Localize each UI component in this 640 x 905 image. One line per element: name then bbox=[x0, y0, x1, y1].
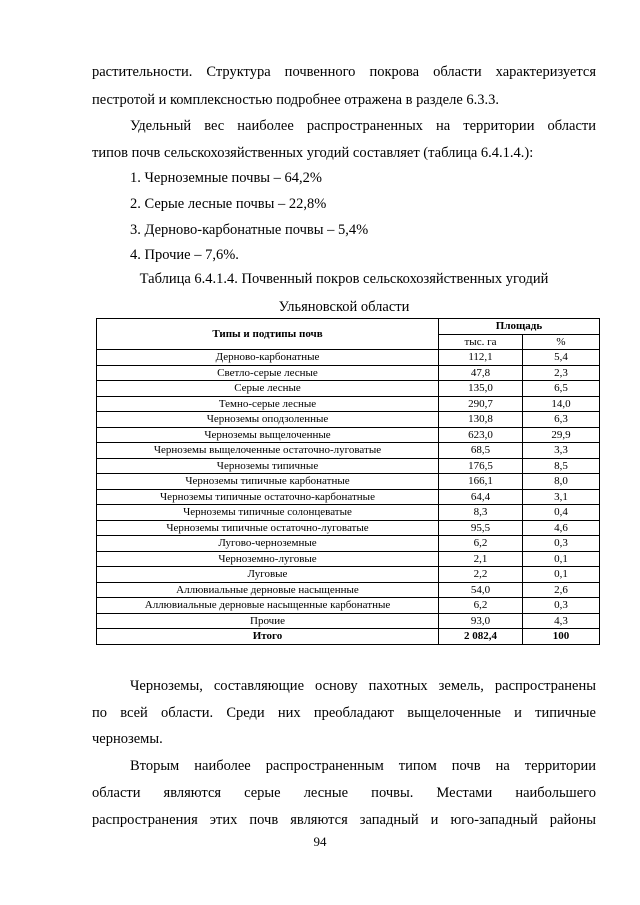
soil-name-cell: Черноземно-луговые bbox=[97, 551, 439, 567]
area-percent-cell: 5,4 bbox=[523, 350, 600, 366]
list-item: 1. Черноземные почвы – 64,2% bbox=[130, 170, 322, 186]
paragraph-line: области являются серые лесные почвы. Местами наибольшего bbox=[92, 785, 596, 801]
page-number: 94 bbox=[313, 834, 327, 849]
soil-name-cell: Аллювиальные дерновые насыщенные bbox=[97, 582, 439, 598]
table-row bbox=[97, 489, 600, 505]
area-percent-cell: 0,4 bbox=[523, 505, 600, 521]
paragraph-line: распространения этих почв являются западный и юго-западный районы bbox=[92, 812, 596, 828]
soil-name-cell: Черноземы типичные карбонатные bbox=[97, 474, 439, 490]
soil-name-cell: Черноземы типичные солонцеватые bbox=[97, 505, 439, 521]
soil-name-cell: Черноземы типичные bbox=[97, 458, 439, 474]
table-row bbox=[97, 536, 600, 552]
list-item: 3. Дерново-карбонатные почвы – 5,4% bbox=[130, 222, 369, 238]
area-percent-cell: 8,5 bbox=[523, 458, 600, 474]
soil-name-cell: Серые лесные bbox=[97, 381, 439, 397]
soil-name-cell: Черноземы оподзоленные bbox=[97, 412, 439, 428]
area-percent-cell: 0,3 bbox=[523, 536, 600, 552]
area-percent-cell: 0,1 bbox=[523, 567, 600, 583]
soil-name-cell: Черноземы типичные остаточно-луговатые bbox=[97, 520, 439, 536]
table-row bbox=[97, 381, 600, 397]
paragraph-line: Черноземы, составляющие основу пахотных земель, распространены bbox=[130, 678, 596, 694]
area-ha-cell: 68,5 bbox=[439, 443, 523, 459]
area-percent-cell: 14,0 bbox=[523, 396, 600, 412]
area-ha-cell: 47,8 bbox=[439, 365, 523, 381]
table-row bbox=[97, 520, 600, 536]
area-percent-cell: 8,0 bbox=[523, 474, 600, 490]
paragraph-line: Вторым наиболее распространенным типом почв на территории bbox=[130, 758, 596, 774]
paragraph-line: черноземы. bbox=[92, 731, 163, 747]
area-ha-cell: 64,4 bbox=[439, 489, 523, 505]
area-percent-cell: 0,1 bbox=[523, 551, 600, 567]
area-percent-cell: 6,5 bbox=[523, 381, 600, 397]
table-row bbox=[97, 427, 600, 443]
paragraph-line: пестротой и комплексностью подробнее отражена в разделе 6.3.3. bbox=[92, 92, 500, 108]
area-percent-cell: 29,9 bbox=[523, 427, 600, 443]
table-row bbox=[97, 443, 600, 459]
soil-table bbox=[96, 318, 600, 645]
area-percent-cell: 4,6 bbox=[523, 520, 600, 536]
table-row bbox=[97, 582, 600, 598]
soil-name-cell: Светло-серые лесные bbox=[97, 365, 439, 381]
table-row bbox=[97, 396, 600, 412]
soil-name-cell: Аллювиальные дерновые насыщенные карбонатные bbox=[97, 598, 439, 614]
table-row bbox=[97, 365, 600, 381]
soil-name-cell: Темно-серые лесные bbox=[97, 396, 439, 412]
area-percent-cell: 4,3 bbox=[523, 613, 600, 629]
area-percent-cell: 0,3 bbox=[523, 598, 600, 614]
paragraph-line: типов почв сельскохозяйственных угодий составляет (таблица 6.4.1.4.): bbox=[92, 145, 534, 161]
area-ha-cell: 8,3 bbox=[439, 505, 523, 521]
area-ha-cell: 176,5 bbox=[439, 458, 523, 474]
soil-name-cell: Черноземы типичные остаточно-карбонатные bbox=[97, 489, 439, 505]
table-row bbox=[97, 551, 600, 567]
area-ha-cell: 166,1 bbox=[439, 474, 523, 490]
area-ha-cell: 2 082,4 bbox=[439, 629, 523, 645]
paragraph-line: растительности. Структура почвенного покрова области характеризуется bbox=[92, 64, 596, 80]
area-percent-cell: 100 bbox=[523, 629, 600, 645]
area-percent-cell: 2,6 bbox=[523, 582, 600, 598]
table-row bbox=[97, 350, 600, 366]
area-ha-cell: 135,0 bbox=[439, 381, 523, 397]
area-ha-cell: 95,5 bbox=[439, 520, 523, 536]
table-row bbox=[97, 458, 600, 474]
area-ha-cell: 93,0 bbox=[439, 613, 523, 629]
area-ha-cell: 130,8 bbox=[439, 412, 523, 428]
table-row bbox=[97, 613, 600, 629]
area-ha-cell: 2,2 bbox=[439, 567, 523, 583]
area-ha-cell: 54,0 bbox=[439, 582, 523, 598]
area-ha-cell: 290,7 bbox=[439, 396, 523, 412]
area-percent-cell: 2,3 bbox=[523, 365, 600, 381]
soil-name-cell: Черноземы выщелоченные остаточно-луговатые bbox=[97, 443, 439, 459]
table-row bbox=[97, 505, 600, 521]
list-item: 4. Прочие – 7,6%. bbox=[130, 247, 239, 263]
paragraph-line: по всей области. Среди них преобладают выщелоченные и типичные bbox=[92, 705, 596, 721]
area-percent-cell: 3,1 bbox=[523, 489, 600, 505]
header-area: Площадь bbox=[439, 319, 600, 335]
soil-name-cell: Лугово-черноземные bbox=[97, 536, 439, 552]
area-percent-cell: 6,3 bbox=[523, 412, 600, 428]
soil-name-cell: Луговые bbox=[97, 567, 439, 583]
table-row bbox=[97, 412, 600, 428]
area-ha-cell: 623,0 bbox=[439, 427, 523, 443]
table-row bbox=[97, 474, 600, 490]
area-ha-cell: 6,2 bbox=[439, 598, 523, 614]
table-row bbox=[97, 567, 600, 583]
header-percent: % bbox=[523, 334, 600, 350]
area-percent-cell: 3,3 bbox=[523, 443, 600, 459]
area-ha-cell: 2,1 bbox=[439, 551, 523, 567]
header-thousand-ha: тыс. га bbox=[439, 334, 523, 350]
paragraph-line: Удельный вес наиболее распространенных на территории области bbox=[130, 118, 596, 134]
area-ha-cell: 6,2 bbox=[439, 536, 523, 552]
table-row bbox=[97, 598, 600, 614]
soil-name-cell: Дерново-карбонатные bbox=[97, 350, 439, 366]
area-ha-cell: 112,1 bbox=[439, 350, 523, 366]
soil-name-cell: Итого bbox=[97, 629, 439, 645]
table-caption: Таблица 6.4.1.4. Почвенный покров сельскохозяйственных угодий bbox=[139, 271, 549, 287]
table-caption-subtitle: Ульяновской области bbox=[278, 299, 410, 315]
list-item: 2. Серые лесные почвы – 22,8% bbox=[130, 196, 327, 212]
soil-table-body bbox=[97, 350, 600, 645]
header-soil-type: Типы и подтипы почв bbox=[97, 319, 439, 350]
soil-name-cell: Черноземы выщелоченные bbox=[97, 427, 439, 443]
soil-name-cell: Прочие bbox=[97, 613, 439, 629]
table-total-row bbox=[97, 629, 600, 645]
